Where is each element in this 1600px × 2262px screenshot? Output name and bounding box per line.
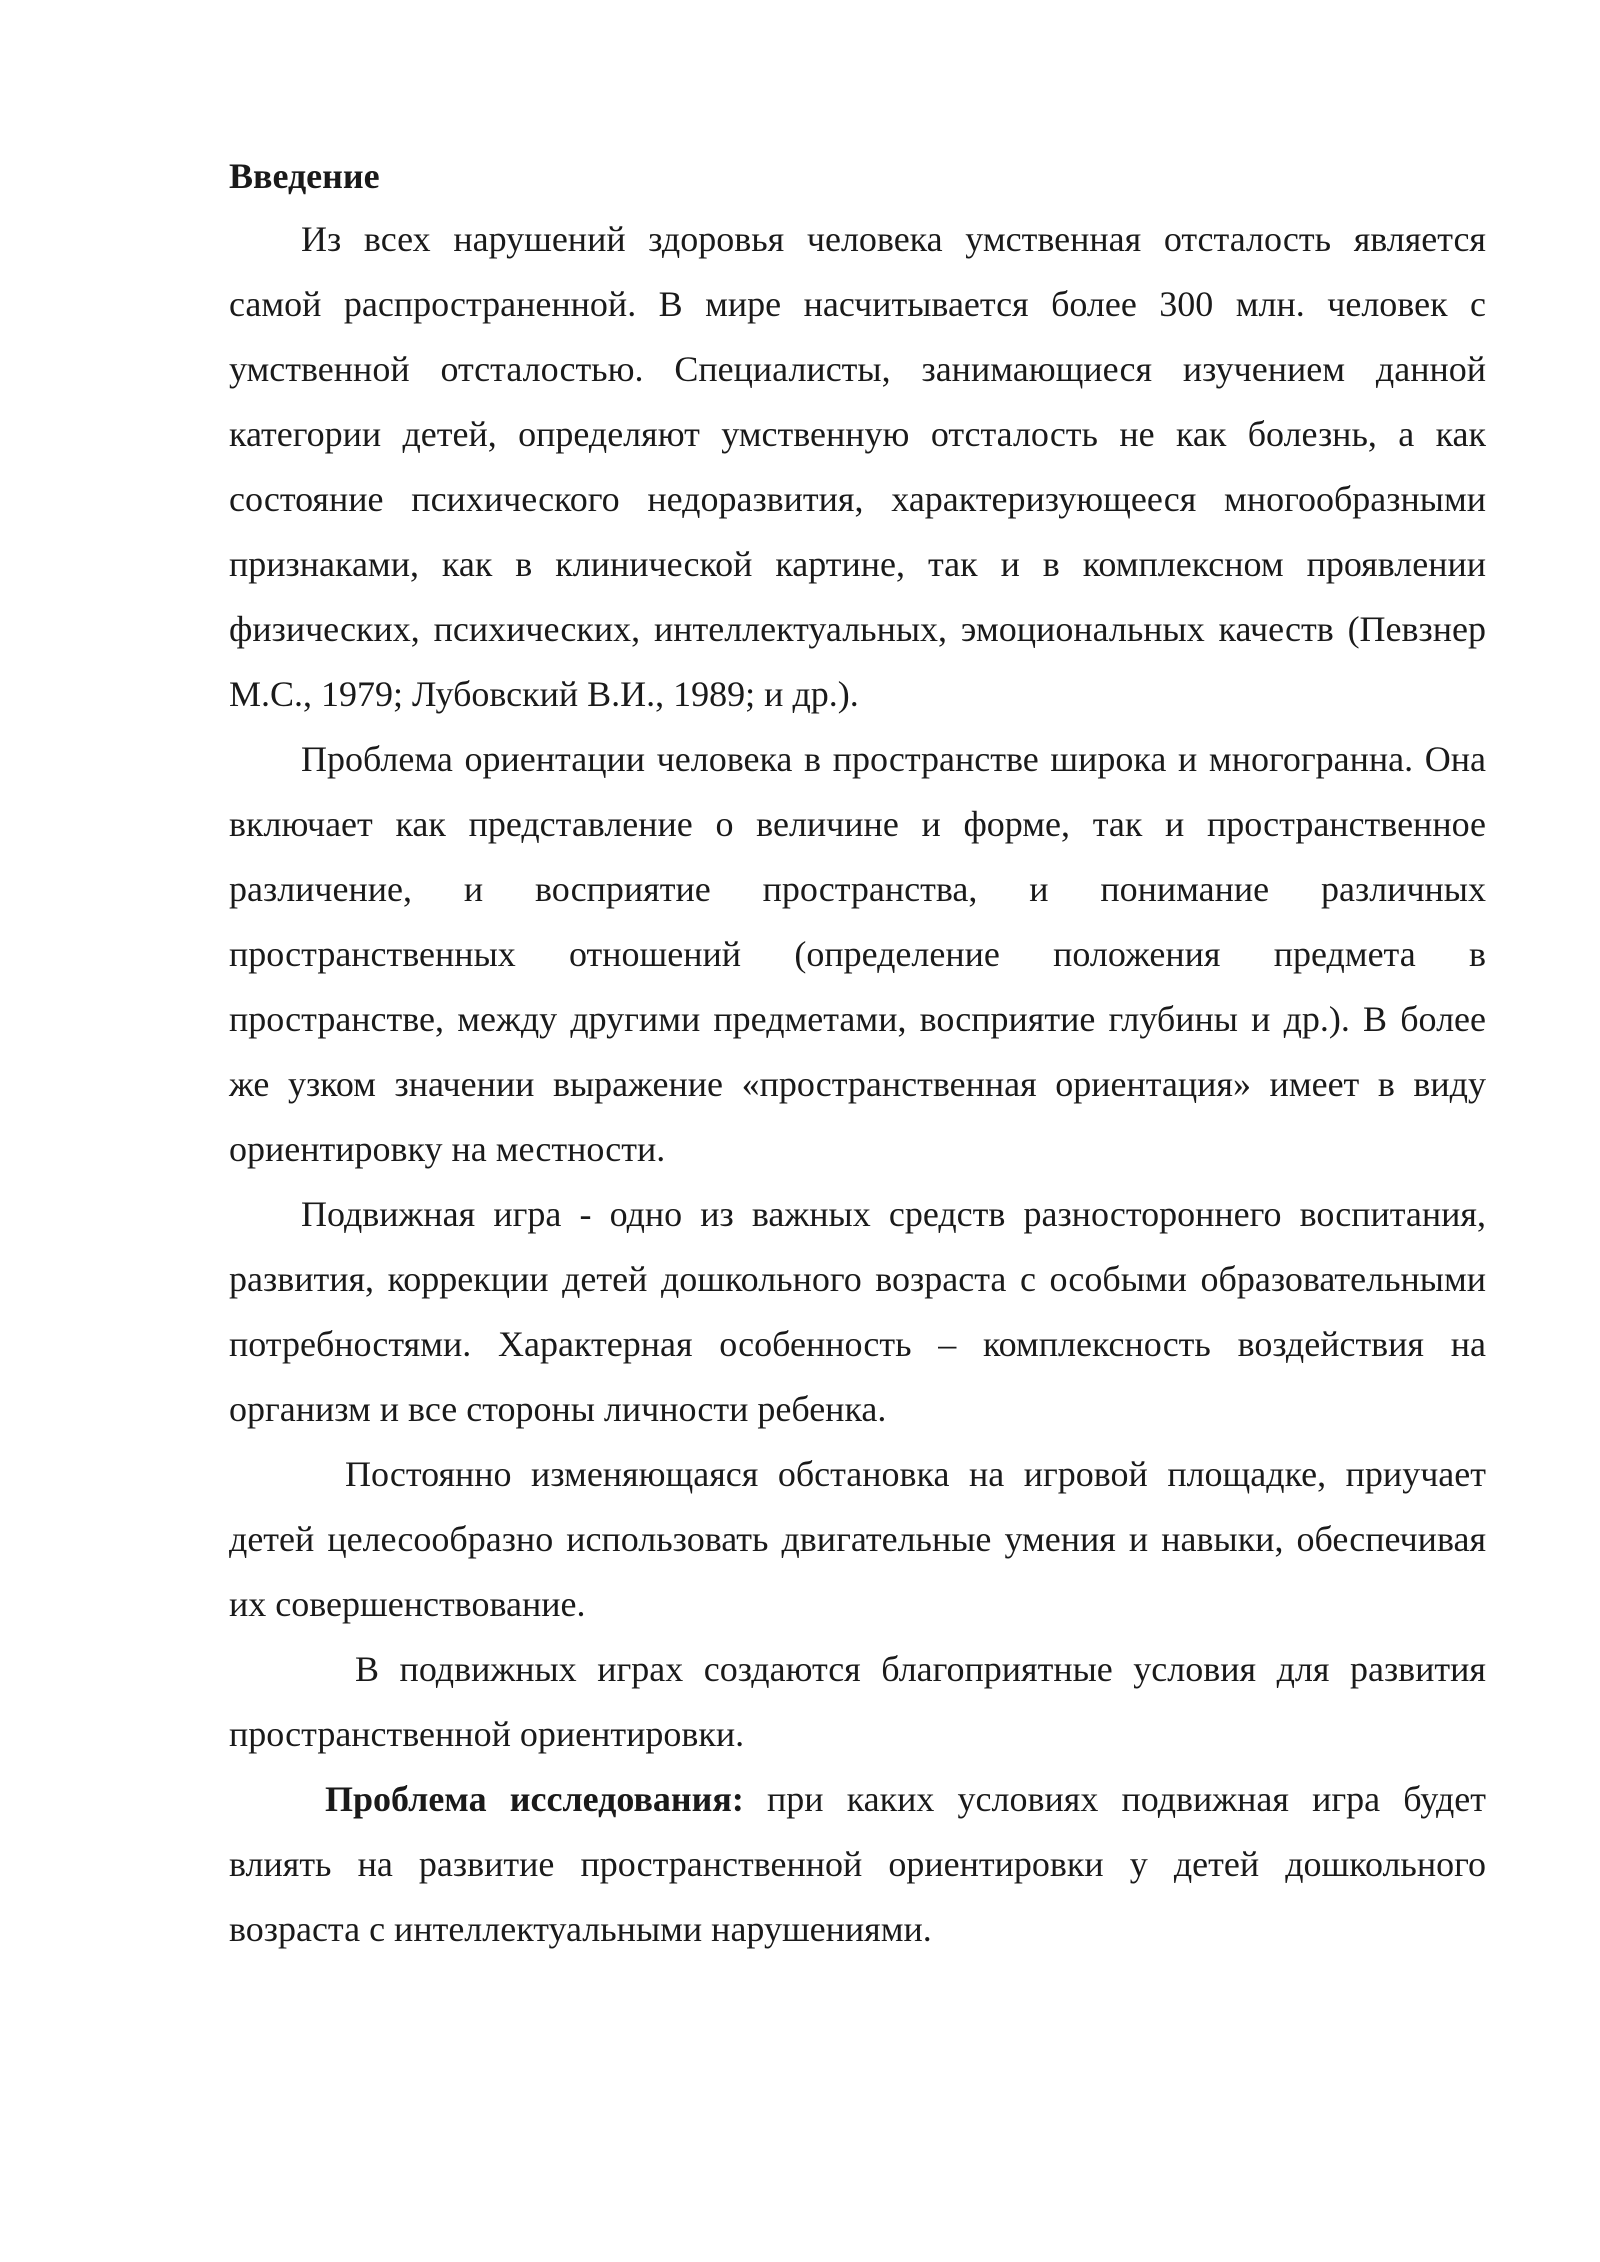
paragraph-intro: Из всех нарушений здоровья человека умственная отсталость является самой распространенной. В мире насчитывается более 300 млн. человек с умственной отсталостью. Специалисты, занимающиеся изучением данной категории детей, определяют умственную отсталость не как болезнь, а как состояние психического недоразвития, характеризующееся многообразными признаками, как в клинической картине, так и в комплексном проявлении физических, психических, интеллектуальных, эмоциональных качеств (Певзнер М.С., 1979; Лубовский В.И., 1989; и др.). (229, 219, 1486, 714)
paragraph-conditions: В подвижных играх создаются благоприятные условия для развития пространственной ориентировки. (229, 1649, 1486, 1754)
research-problem-label: Проблема исследования: (325, 1779, 744, 1819)
paragraph-orientation: Проблема ориентации человека в пространстве широка и многогранна. Она включает как представление о величине и форме, так и пространственное различение, и восприятие пространства, и понимание различных пространственных отношений (определение положения предмета в пространстве, между другими предметами, восприятие глубины и др.). В более же узком значении выражение «пространственная ориентация» имеет в виду ориентировку на местности. (229, 739, 1486, 1169)
paragraph-environment: Постоянно изменяющаяся обстановка на игровой площадке, приучает детей целесообразно использовать двигательные умения и навыки, обеспечивая их совершенствование. (229, 1454, 1486, 1624)
research-problem-text: при каких условиях подвижная игра будет влиять на развитие пространственной ориентировки у детей дошкольного возраста с интеллектуальными нарушениями. (229, 1779, 1486, 1949)
paragraph-research-problem (229, 1767, 1486, 1962)
document-body (229, 145, 1486, 1962)
paragraph-mobile-game: Подвижная игра - одно из важных средств разностороннего воспитания, развития, коррекции детей дошкольного возраста с особыми образовательными потребностями. Характерная особенность – комплексность воздействия на организм и все стороны личности ребенка. (229, 1194, 1486, 1429)
section-heading: Введение (229, 156, 380, 196)
